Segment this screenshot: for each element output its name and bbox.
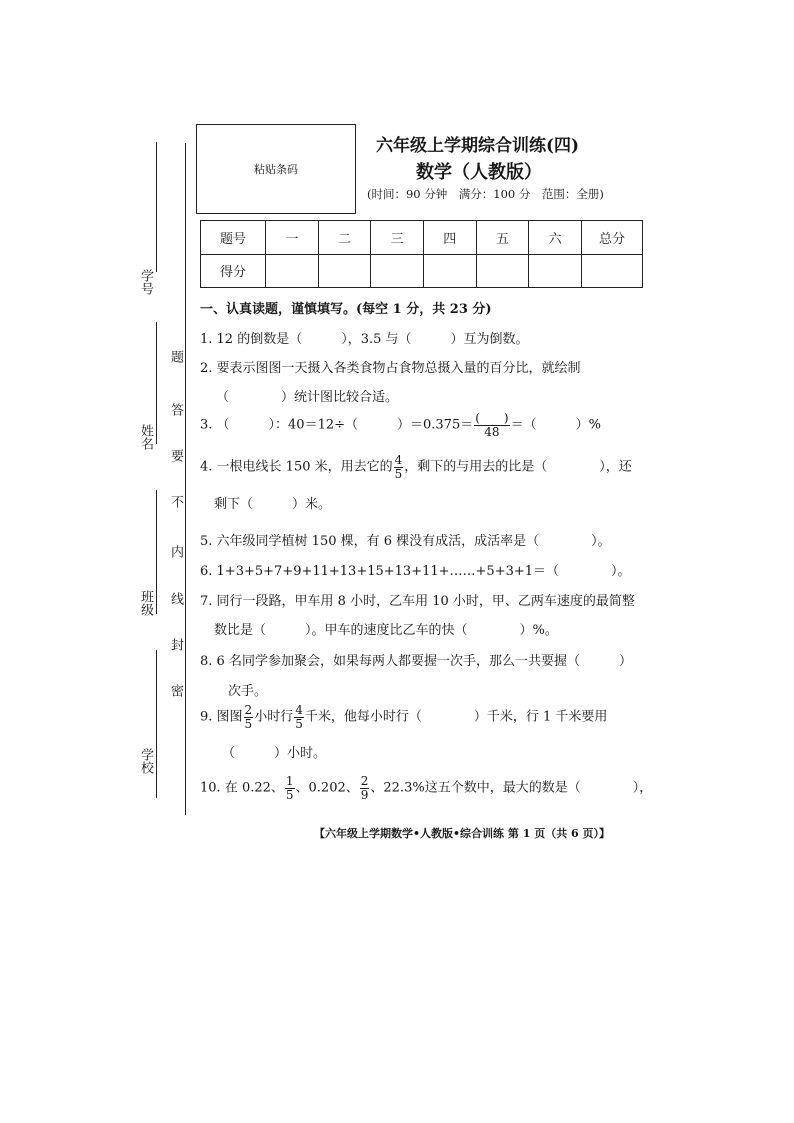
q9-text-pre: 9. 图图 xyxy=(200,709,243,725)
fraction-numerator: 4 xyxy=(394,453,403,467)
q3-fraction xyxy=(474,412,509,438)
seal-binding-line xyxy=(185,143,186,815)
seal-char: 封 xyxy=(168,638,183,651)
question-4 xyxy=(200,454,632,480)
school-line xyxy=(156,650,157,798)
exam-title: 六年级上学期综合训练(四) xyxy=(376,136,580,156)
question-2-line-1: 2. 要表示图图一天摄入各类食物占食物总摄入量的百分比，就绘制 xyxy=(200,361,581,376)
fraction-numerator: ( ) xyxy=(475,411,509,425)
seal-char: 要 xyxy=(168,449,183,462)
question-7-line-1: 7. 同行一段路，甲车用 8 小时，乙车用 10 小时，甲、乙两车速度的最简整 xyxy=(200,594,635,609)
seal-char: 不 xyxy=(168,495,183,508)
q10-text-post: 、22.3%这五个数中，最大的数是（ ）， xyxy=(370,780,653,796)
question-10 xyxy=(200,775,652,801)
exam-subtitle: 数学（人教版） xyxy=(416,162,542,183)
score-cell: 四 xyxy=(423,221,476,255)
score-input-cell[interactable] xyxy=(266,254,319,288)
barcode-area xyxy=(196,124,356,214)
score-row-label: 得分 xyxy=(201,254,266,288)
name-label: 姓名 xyxy=(138,424,153,450)
q9-fraction-2 xyxy=(294,704,304,730)
score-cell: 二 xyxy=(318,221,371,255)
score-table xyxy=(200,220,643,288)
seal-char: 内 xyxy=(168,545,183,558)
fraction-denominator: 5 xyxy=(295,716,303,731)
q9-text-post: 千米，他每小时行（ ）千米，行 1 千米要用 xyxy=(304,709,608,725)
question-1: 1. 12 的倒数是（ ），3.5 与（ ）互为倒数。 xyxy=(200,332,529,347)
q3-text-post: ＝（ ）% xyxy=(510,417,601,433)
score-value-row xyxy=(201,254,643,288)
question-3 xyxy=(200,412,601,438)
q3-text-pre: 3. （ ）：40＝12÷（ ）＝0.375＝ xyxy=(200,417,474,433)
q9-text-mid: 小时行 xyxy=(254,709,294,725)
score-header-row xyxy=(201,221,643,255)
question-8-line-1: 8. 6 名同学参加聚会，如果每两人都要握一次手，那么一共要握（ ） xyxy=(200,654,632,669)
question-8-line-2: 次手。 xyxy=(228,684,268,699)
seal-char: 密 xyxy=(168,684,183,697)
barcode-label: 粘贴条码 xyxy=(254,163,298,176)
q10-fraction-2 xyxy=(360,775,370,801)
fraction-denominator: 48 xyxy=(484,424,500,439)
score-cell: 三 xyxy=(371,221,424,255)
seal-char: 答 xyxy=(168,403,183,416)
fraction-numerator: 1 xyxy=(285,774,294,788)
school-label: 学校 xyxy=(138,748,153,774)
seal-char: 线 xyxy=(168,592,183,605)
score-input-cell[interactable] xyxy=(318,254,371,288)
score-cell: 题号 xyxy=(201,221,266,255)
fraction-denominator: 9 xyxy=(360,787,369,802)
q10-text-mid: 、0.202、 xyxy=(295,780,359,796)
q10-fraction-1 xyxy=(285,775,295,801)
fraction-numerator: 4 xyxy=(295,703,303,717)
q9-fraction-1 xyxy=(244,704,254,730)
score-input-cell[interactable] xyxy=(371,254,424,288)
score-cell: 五 xyxy=(476,221,529,255)
seal-char: 题 xyxy=(168,350,183,363)
exam-meta: (时间：90 分钟 满分：100 分 范围：全册) xyxy=(367,187,604,201)
score-input-cell[interactable] xyxy=(582,254,643,288)
fraction-denominator: 5 xyxy=(394,466,403,481)
score-input-cell[interactable] xyxy=(423,254,476,288)
page-footer: 【六年级上学期数学•人教版•综合训练 第 1 页（共 6 页）】 xyxy=(314,827,611,840)
score-input-cell[interactable] xyxy=(476,254,529,288)
student-number-line xyxy=(156,142,157,272)
q4-text-post: ，剩下的与用去的比是（ ），还 xyxy=(404,459,632,475)
name-line xyxy=(156,322,157,444)
class-label: 班级 xyxy=(138,590,153,616)
fraction-numerator: 2 xyxy=(244,703,253,717)
student-number-label: 学号 xyxy=(138,269,153,295)
fraction-denominator: 5 xyxy=(285,787,294,802)
score-input-cell[interactable] xyxy=(529,254,582,288)
fraction-denominator: 5 xyxy=(244,716,253,731)
question-5: 5. 六年级同学植树 150 棵，有 6 棵没有成活，成活率是（ ）。 xyxy=(200,534,611,549)
q10-text-pre: 10. 在 0.22、 xyxy=(200,780,284,796)
question-9 xyxy=(200,704,607,730)
score-cell: 六 xyxy=(529,221,582,255)
question-4-line-2: 剩下（ ）米。 xyxy=(214,497,332,512)
question-2-line-2: （ ）统计图比较合适。 xyxy=(216,390,399,405)
q4-text-pre: 4. 一根电线长 150 米，用去它的 xyxy=(200,459,393,475)
question-9-line-2: （ ）小时。 xyxy=(222,746,327,761)
question-6: 6. 1+3+5+7+9+11+13+15+13+11+……+5+3+1＝（ ）。 xyxy=(200,564,631,579)
score-cell: 总分 xyxy=(582,221,643,255)
fraction-numerator: 2 xyxy=(360,774,369,788)
score-cell: 一 xyxy=(266,221,319,255)
q4-fraction xyxy=(394,454,404,480)
class-line xyxy=(156,490,157,614)
question-7-line-2: 数比是（ ）。甲车的速度比乙车的快（ ）%。 xyxy=(214,623,558,638)
section-title: 一、认真读题，谨慎填写。(每空 1 分，共 23 分) xyxy=(200,302,492,317)
